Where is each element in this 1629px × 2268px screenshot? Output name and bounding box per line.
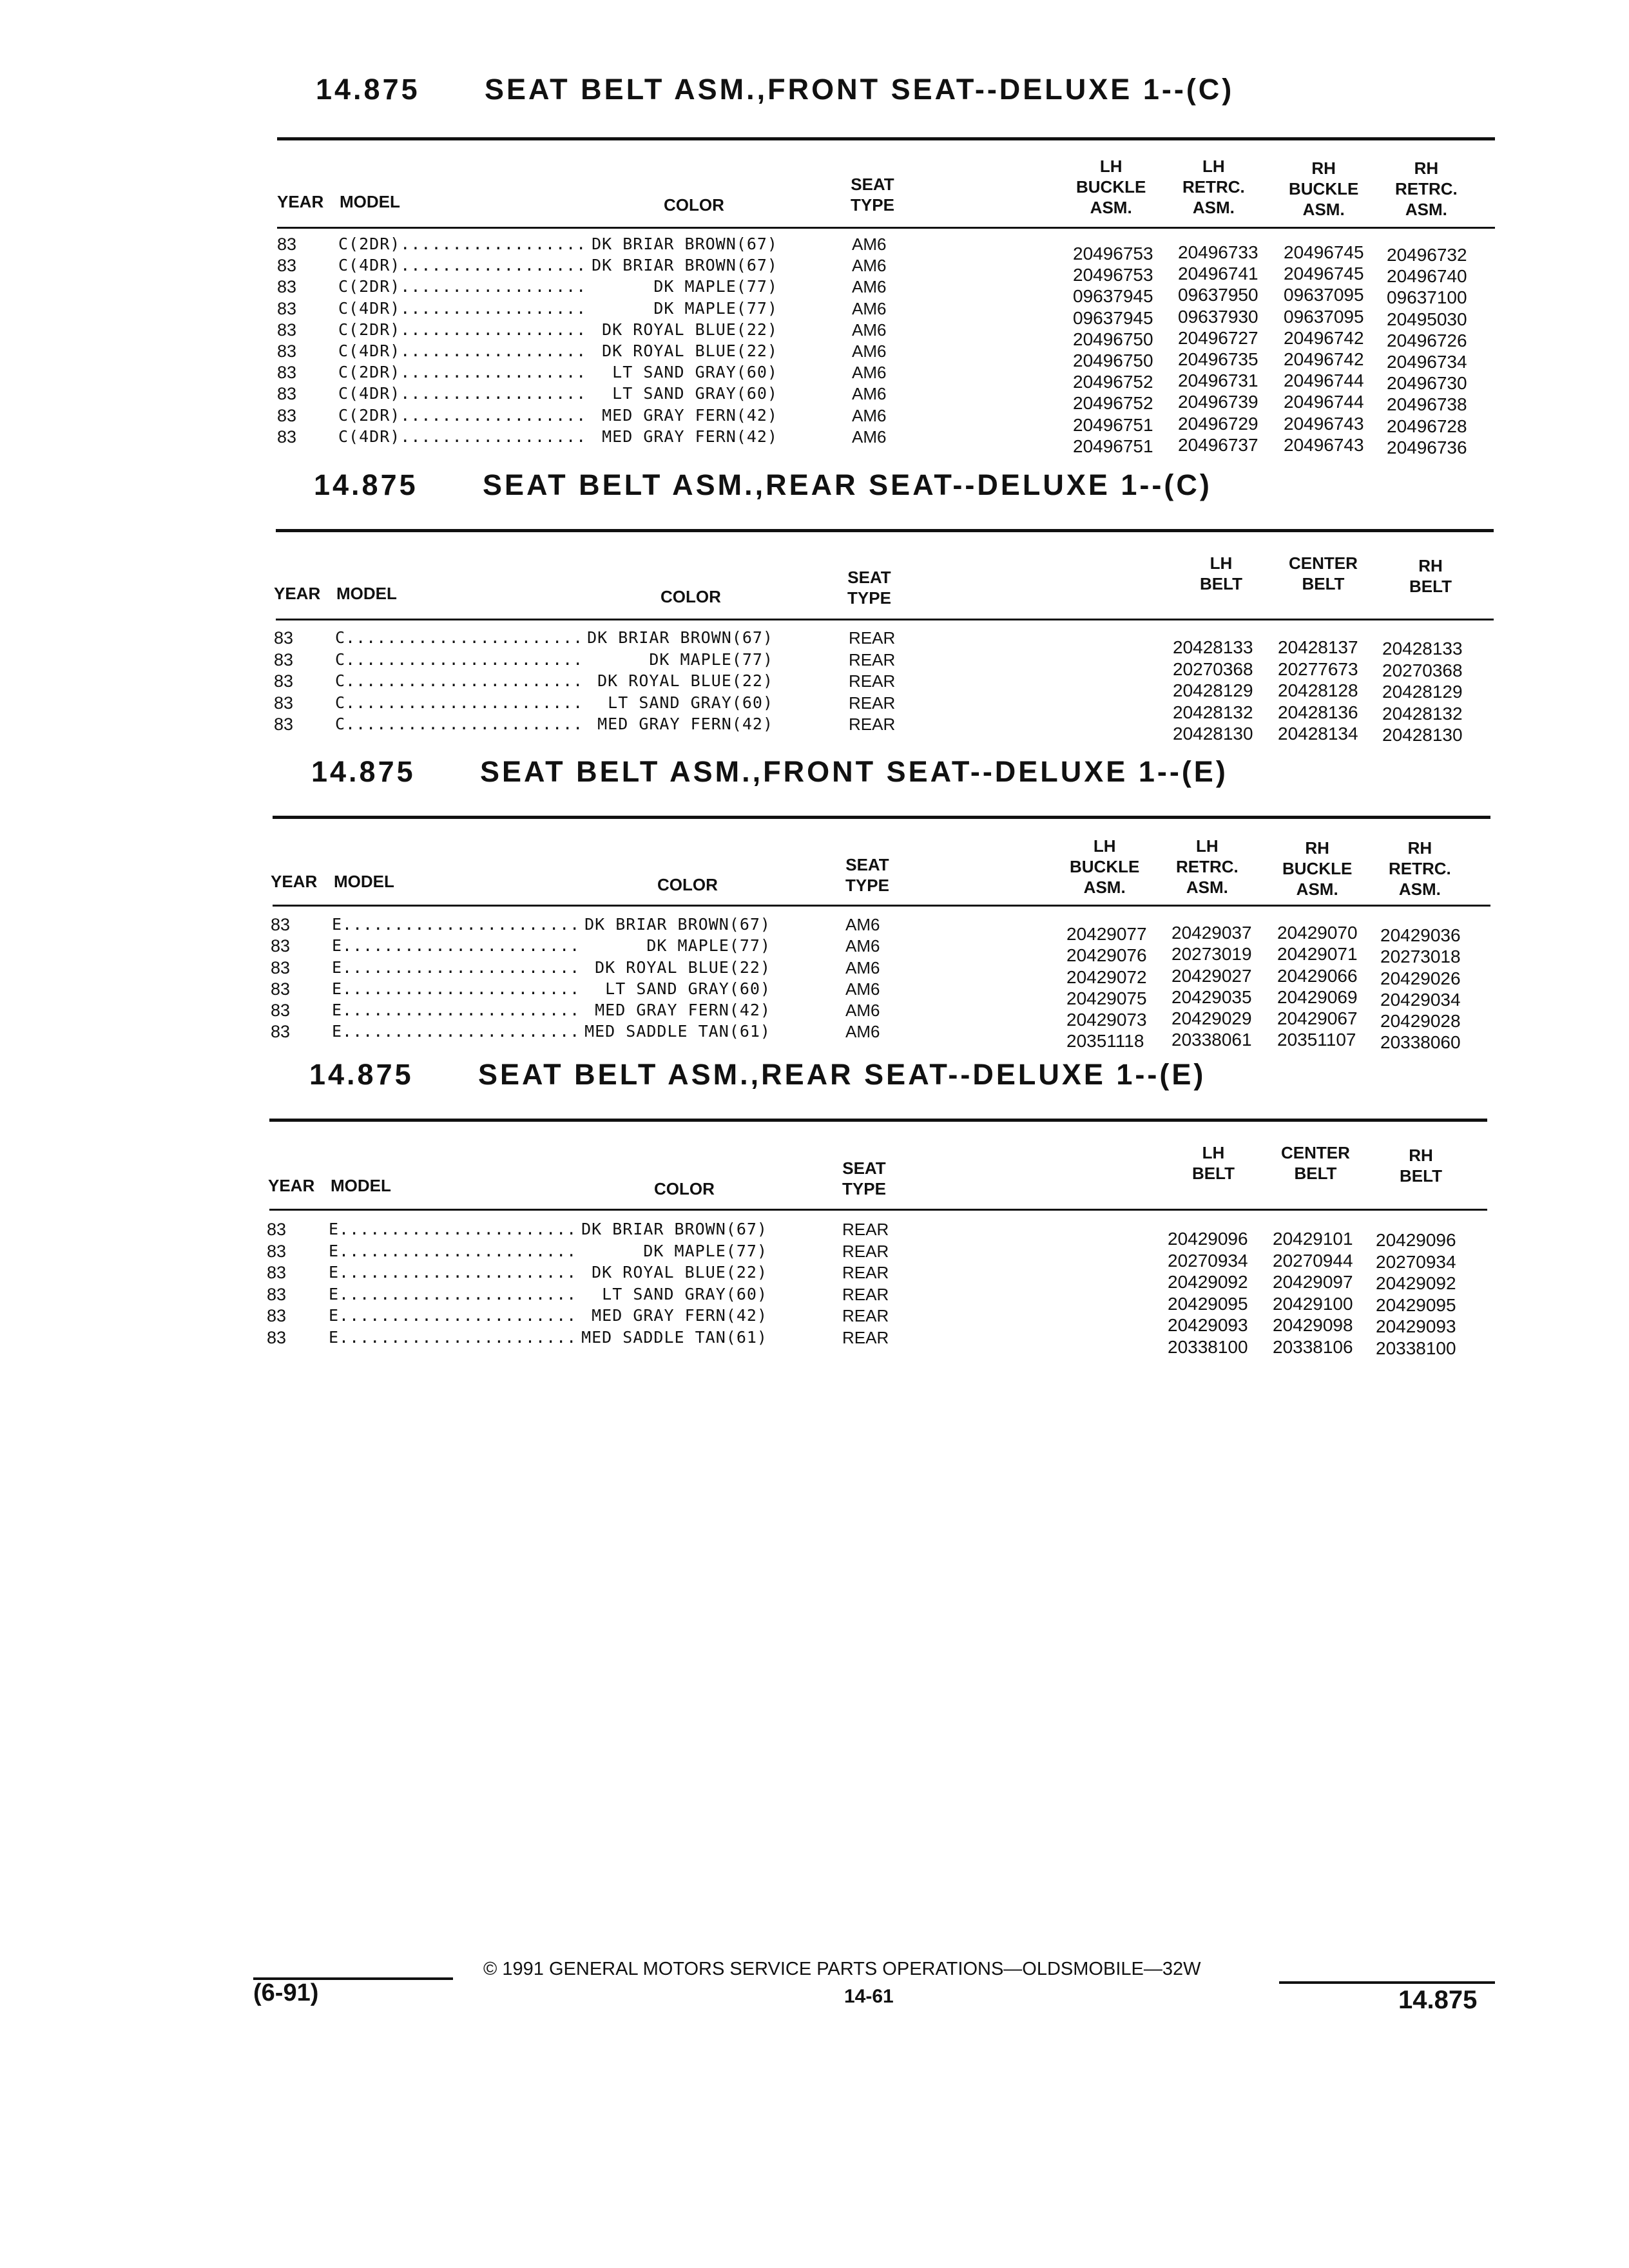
seat-type-cell: AM6 [852, 256, 887, 276]
seat-type-cell: AM6 [845, 979, 880, 999]
part-number-cell: 20429028 [1380, 1011, 1461, 1032]
model-cell: C(2DR).................. [338, 363, 587, 382]
part-number-cell: 20429071 [1277, 944, 1358, 965]
header-color: COLOR [657, 875, 718, 894]
seat-type-cell: AM6 [845, 957, 880, 977]
part-number-cell: 20496732 [1387, 245, 1467, 265]
part-number-cell: 20428136 [1278, 702, 1358, 722]
part-number-cell: 20429067 [1277, 1008, 1358, 1029]
table-row [0, 1306, 1629, 1336]
part-number-cell: 20429096 [1168, 1229, 1248, 1249]
part-number-cell: 20496733 [1178, 242, 1258, 262]
part-number-cell: 20429097 [1273, 1272, 1353, 1292]
model-cell: E....................... [329, 1327, 577, 1347]
year-cell: 83 [274, 693, 294, 713]
header-color: COLOR [660, 587, 721, 606]
year-cell: 83 [277, 405, 297, 425]
part-number-cell: 20273019 [1171, 944, 1252, 965]
part-number-cell: 20496738 [1387, 394, 1467, 415]
header-color: COLOR [664, 195, 724, 215]
seat-type-cell: AM6 [852, 235, 887, 254]
part-number-cell: 20496742 [1284, 349, 1364, 369]
model-cell: E....................... [332, 1001, 581, 1020]
color-cell: DK MAPLE(77) [649, 649, 773, 669]
year-cell: 83 [274, 715, 294, 734]
year-cell: 83 [277, 320, 297, 340]
header-rh-buckle: RH BUCKLE ASM. [1289, 159, 1359, 219]
part-number-cell: 20496737 [1178, 434, 1258, 455]
part-number-cell: 09637930 [1178, 306, 1258, 327]
part-number-cell: 20428134 [1278, 724, 1358, 744]
model-cell: C(4DR).................. [338, 256, 587, 275]
part-number-cell: 20496751 [1073, 436, 1153, 456]
year-cell: 83 [274, 649, 294, 669]
model-cell: E....................... [329, 1263, 577, 1282]
seat-type-cell: AM6 [845, 1001, 880, 1021]
part-number-cell: 20429098 [1273, 1315, 1353, 1335]
year-cell: 83 [274, 628, 294, 648]
color-cell: MED GRAY FERN(42) [602, 405, 778, 425]
part-number-cell: 20496726 [1387, 330, 1467, 351]
table-row [0, 1220, 1629, 1250]
seat-type-cell: AM6 [852, 363, 887, 383]
model-cell: C(2DR).................. [338, 235, 587, 253]
seat-type-cell: REAR [842, 1306, 889, 1325]
color-cell: DK ROYAL BLUE(22) [602, 320, 778, 339]
model-cell: E....................... [332, 936, 581, 956]
part-number-cell: 20270368 [1382, 660, 1463, 680]
part-number-cell: 20429034 [1380, 989, 1461, 1010]
year-cell: 83 [277, 298, 297, 318]
seat-type-cell: REAR [842, 1241, 889, 1261]
part-number-cell: 20428129 [1173, 680, 1253, 700]
part-number-cell: 20496753 [1073, 244, 1153, 264]
part-number-cell: 20429029 [1171, 1008, 1252, 1029]
part-number-cell: 20270944 [1273, 1250, 1353, 1271]
part-number-cell: 20428130 [1173, 724, 1253, 744]
part-number-cell: 20496743 [1284, 434, 1364, 455]
part-number-cell: 20429092 [1376, 1273, 1456, 1293]
part-number-cell: 20429027 [1171, 965, 1252, 986]
header-seat-type: SEAT TYPE [845, 855, 889, 895]
color-cell: MED GRAY FERN(42) [592, 1306, 767, 1325]
year-cell: 83 [271, 957, 291, 977]
color-cell: DK MAPLE(77) [643, 1241, 767, 1260]
part-number-cell: 20496750 [1073, 350, 1153, 370]
model-cell: E....................... [329, 1306, 577, 1325]
part-number-cell: 20496739 [1178, 392, 1258, 412]
part-number-cell: 20429095 [1376, 1294, 1456, 1315]
year-cell: 83 [277, 235, 297, 254]
color-cell: DK BRIAR BROWN(67) [584, 915, 771, 934]
seat-type-cell: REAR [842, 1263, 889, 1282]
header-rh-retrc: RH RETRC. ASM. [1389, 838, 1451, 899]
header-center-belt: CENTER BELT [1281, 1143, 1350, 1183]
header-center-belt: CENTER BELT [1289, 553, 1358, 593]
part-number-cell: 20429100 [1273, 1293, 1353, 1314]
color-cell: DK MAPLE(77) [653, 298, 778, 318]
part-number-cell: 20429035 [1171, 986, 1252, 1007]
model-cell: C....................... [335, 693, 584, 712]
part-number-cell: 20496730 [1387, 373, 1467, 394]
section-title: 14.875 SEAT BELT ASM.,REAR SEAT--DELUXE 1--(C) [314, 468, 1212, 501]
year-cell: 83 [271, 1022, 291, 1042]
year-cell: 83 [277, 256, 297, 276]
part-number-cell: 20429026 [1380, 968, 1461, 988]
header-model: MODEL [340, 192, 400, 211]
header-year: YEAR [271, 872, 318, 891]
model-cell: E....................... [329, 1241, 577, 1260]
color-cell: MED GRAY FERN(42) [595, 1001, 771, 1020]
part-number-cell: 09637095 [1284, 285, 1364, 305]
year-cell: 83 [274, 671, 294, 691]
header-seat-type: SEAT TYPE [847, 568, 891, 608]
part-number-cell: 20496728 [1387, 416, 1467, 436]
part-number-cell: 20496731 [1178, 370, 1258, 391]
header-year: YEAR [277, 192, 324, 211]
part-number-cell: 20428129 [1382, 682, 1463, 702]
seat-type-cell: REAR [849, 693, 896, 713]
footer-rule-right [1279, 1981, 1495, 1984]
model-cell: C(4DR).................. [338, 298, 587, 318]
model-cell: C(2DR).................. [338, 320, 587, 339]
part-number-cell: 20277673 [1278, 658, 1358, 679]
part-number-cell: 20429076 [1066, 945, 1147, 966]
year-cell: 83 [267, 1241, 287, 1261]
part-number-cell: 20338100 [1168, 1336, 1248, 1357]
footer-date: (6-91) [253, 1979, 319, 2006]
part-number-cell: 20428133 [1173, 637, 1253, 657]
header-bottom-rule [269, 1209, 1487, 1211]
year-cell: 83 [277, 277, 297, 297]
part-number-cell: 20496752 [1073, 393, 1153, 414]
seat-type-cell: REAR [849, 715, 896, 734]
model-cell: C(2DR).................. [338, 277, 587, 296]
part-number-cell: 20496736 [1387, 437, 1467, 457]
year-cell: 83 [267, 1327, 287, 1347]
part-number-cell: 20429077 [1066, 924, 1147, 944]
part-number-cell: 20338100 [1376, 1338, 1456, 1358]
part-number-cell: 20428133 [1382, 639, 1463, 658]
header-model: MODEL [334, 872, 394, 891]
color-cell: LT SAND GRAY(60) [605, 979, 771, 998]
header-seat-type: SEAT TYPE [842, 1158, 886, 1198]
table-row [0, 1241, 1629, 1272]
seat-type-cell: AM6 [852, 384, 887, 404]
color-cell: LT SAND GRAY(60) [612, 363, 778, 382]
part-number-cell: 20429066 [1277, 965, 1358, 986]
table-row [0, 1263, 1629, 1293]
part-number-cell: 20270934 [1168, 1250, 1248, 1271]
part-number-cell: 20429073 [1066, 1010, 1147, 1030]
footer-page-number: 14-61 [844, 1986, 894, 2007]
part-number-cell: 20428128 [1278, 680, 1358, 700]
color-cell: DK ROYAL BLUE(22) [592, 1263, 767, 1282]
color-cell: DK BRIAR BROWN(67) [587, 628, 773, 647]
color-cell: DK BRIAR BROWN(67) [592, 256, 778, 275]
color-cell: DK MAPLE(77) [653, 277, 778, 296]
color-cell: LT SAND GRAY(60) [608, 693, 773, 712]
part-number-cell: 09637100 [1387, 287, 1467, 308]
header-year: YEAR [268, 1176, 315, 1195]
year-cell: 83 [271, 915, 291, 934]
section-title: 14.875 SEAT BELT ASM.,FRONT SEAT--DELUXE 1--(E) [311, 755, 1228, 788]
header-rh-buckle: RH BUCKLE ASM. [1282, 838, 1353, 899]
model-cell: C(4DR).................. [338, 341, 587, 360]
part-number-cell: 20495030 [1387, 309, 1467, 329]
seat-type-cell: AM6 [852, 277, 887, 297]
header-rh-retrc: RH RETRC. ASM. [1395, 159, 1458, 219]
header-lh-buckle: LH BUCKLE ASM. [1076, 157, 1146, 217]
color-cell: DK ROYAL BLUE(22) [597, 671, 773, 690]
part-number-cell: 20429092 [1168, 1272, 1248, 1292]
part-number-cell: 20496740 [1387, 266, 1467, 287]
color-cell: DK ROYAL BLUE(22) [595, 957, 771, 977]
color-cell: DK ROYAL BLUE(22) [602, 341, 778, 360]
part-number-cell: 20428132 [1173, 702, 1253, 722]
seat-type-cell: REAR [849, 671, 896, 691]
header-lh-retrc: LH RETRC. ASM. [1176, 836, 1239, 897]
part-number-cell: 20496745 [1284, 242, 1364, 262]
seat-type-cell: REAR [842, 1284, 889, 1304]
part-number-cell: 20496729 [1178, 413, 1258, 434]
model-cell: C....................... [335, 628, 584, 647]
year-cell: 83 [277, 427, 297, 447]
seat-type-cell: AM6 [845, 1022, 880, 1042]
part-number-cell: 20351107 [1277, 1030, 1356, 1050]
part-number-cell: 20429096 [1376, 1230, 1456, 1250]
year-cell: 83 [267, 1306, 287, 1325]
part-number-cell: 20273018 [1380, 947, 1461, 967]
color-cell: LT SAND GRAY(60) [612, 384, 778, 403]
part-number-cell: 20496735 [1178, 349, 1258, 369]
seat-type-cell: AM6 [845, 936, 880, 956]
header-color: COLOR [654, 1179, 715, 1198]
model-cell: C....................... [335, 671, 584, 690]
year-cell: 83 [271, 936, 291, 956]
part-number-cell: 20338060 [1380, 1032, 1461, 1053]
seat-type-cell: AM6 [845, 915, 880, 934]
part-number-cell: 20496743 [1284, 413, 1364, 434]
table-row [0, 1284, 1629, 1315]
model-cell: E....................... [332, 1022, 581, 1041]
seat-type-cell: REAR [849, 649, 896, 669]
table-row [0, 1327, 1629, 1358]
header-lh-retrc: LH RETRC. ASM. [1182, 157, 1245, 217]
seat-type-cell: AM6 [852, 298, 887, 318]
seat-type-cell: AM6 [852, 427, 887, 447]
model-cell: E....................... [329, 1284, 577, 1303]
part-number-cell: 20429101 [1273, 1229, 1353, 1249]
part-number-cell: 20429072 [1066, 966, 1147, 987]
year-cell: 83 [277, 384, 297, 404]
part-number-cell: 20496727 [1178, 327, 1258, 348]
part-number-cell: 20270368 [1173, 658, 1253, 679]
part-number-cell: 20338106 [1273, 1336, 1353, 1357]
model-cell: E....................... [329, 1220, 577, 1238]
section-title: 14.875 SEAT BELT ASM.,REAR SEAT--DELUXE 1--(E) [309, 1058, 1206, 1091]
part-number-cell: 20496742 [1284, 327, 1364, 348]
part-number-cell: 20429037 [1171, 923, 1252, 943]
part-number-cell: 20429069 [1277, 986, 1358, 1007]
seat-type-cell: REAR [842, 1220, 889, 1239]
part-number-cell: 20496744 [1284, 392, 1364, 412]
part-number-cell: 20496741 [1178, 264, 1258, 284]
part-number-cell: 20496751 [1073, 414, 1153, 435]
header-rh-belt: RH BELT [1409, 556, 1452, 596]
part-number-cell: 20496750 [1073, 329, 1153, 349]
part-number-cell: 20270934 [1376, 1251, 1456, 1272]
part-number-cell: 20428130 [1382, 725, 1463, 745]
color-cell: MED GRAY FERN(42) [597, 715, 773, 733]
model-cell: C(2DR).................. [338, 405, 587, 425]
year-cell: 83 [267, 1220, 287, 1239]
header-lh-buckle: LH BUCKLE ASM. [1070, 836, 1140, 897]
part-number-cell: 20428137 [1278, 637, 1358, 657]
header-lh-belt: LH BELT [1200, 553, 1242, 593]
header-top-rule [269, 1119, 1487, 1122]
part-number-cell: 20428132 [1382, 703, 1463, 724]
header-model: MODEL [331, 1176, 391, 1195]
model-cell: C....................... [335, 715, 584, 733]
part-number-cell: 09637945 [1073, 286, 1153, 307]
part-number-cell: 09637950 [1178, 285, 1258, 305]
part-number-cell: 20496745 [1284, 264, 1364, 284]
part-number-cell: 20429093 [1168, 1315, 1248, 1335]
part-number-cell: 20429075 [1066, 988, 1147, 1008]
color-cell: LT SAND GRAY(60) [602, 1284, 767, 1303]
part-number-cell: 20429070 [1277, 923, 1358, 943]
seat-type-cell: REAR [849, 628, 896, 648]
section-title: 14.875 SEAT BELT ASM.,FRONT SEAT--DELUXE 1--(C) [316, 73, 1235, 106]
color-cell: MED SADDLE TAN(61) [584, 1022, 771, 1041]
model-cell: E....................... [332, 979, 581, 998]
color-cell: MED SADDLE TAN(61) [581, 1327, 767, 1347]
color-cell: DK MAPLE(77) [646, 936, 771, 956]
header-lh-belt: LH BELT [1192, 1143, 1235, 1183]
header-rh-belt: RH BELT [1400, 1146, 1442, 1186]
part-number-cell: 20496752 [1073, 372, 1153, 392]
part-number-cell: 09637945 [1073, 307, 1153, 328]
footer-group-number: 14.875 [1398, 1986, 1478, 2014]
part-number-cell: 20338061 [1171, 1030, 1252, 1050]
header-year: YEAR [274, 584, 321, 603]
year-cell: 83 [271, 1001, 291, 1021]
year-cell: 83 [277, 341, 297, 361]
seat-type-cell: AM6 [852, 320, 887, 340]
year-cell: 83 [267, 1284, 287, 1304]
header-seat-type: SEAT TYPE [851, 175, 894, 215]
year-cell: 83 [277, 363, 297, 383]
parts-table [0, 1220, 1629, 1358]
seat-type-cell: AM6 [852, 341, 887, 361]
part-number-cell: 20496753 [1073, 265, 1153, 285]
part-number-cell: 20351118 [1066, 1031, 1144, 1052]
year-cell: 83 [271, 979, 291, 999]
year-cell: 83 [267, 1263, 287, 1282]
model-cell: E....................... [332, 957, 581, 977]
part-number-cell: 20496734 [1387, 351, 1467, 372]
model-cell: C....................... [335, 649, 584, 669]
color-cell: DK BRIAR BROWN(67) [581, 1220, 767, 1238]
header-model: MODEL [336, 584, 397, 603]
part-number-cell: 20496744 [1284, 370, 1364, 391]
part-number-cell: 09637095 [1284, 306, 1364, 327]
model-cell: C(4DR).................. [338, 384, 587, 403]
part-number-cell: 20429095 [1168, 1293, 1248, 1314]
seat-type-cell: REAR [842, 1327, 889, 1347]
footer-copyright: © 1991 GENERAL MOTORS SERVICE PARTS OPERATIONS—OLDSMOBILE—32W [483, 1959, 1201, 1979]
model-cell: E....................... [332, 915, 581, 934]
color-cell: MED GRAY FERN(42) [602, 427, 778, 446]
color-cell: DK BRIAR BROWN(67) [592, 235, 778, 253]
model-cell: C(4DR).................. [338, 427, 587, 446]
seat-type-cell: AM6 [852, 405, 887, 425]
part-number-cell: 20429036 [1380, 925, 1461, 945]
part-number-cell: 20429093 [1376, 1316, 1456, 1336]
